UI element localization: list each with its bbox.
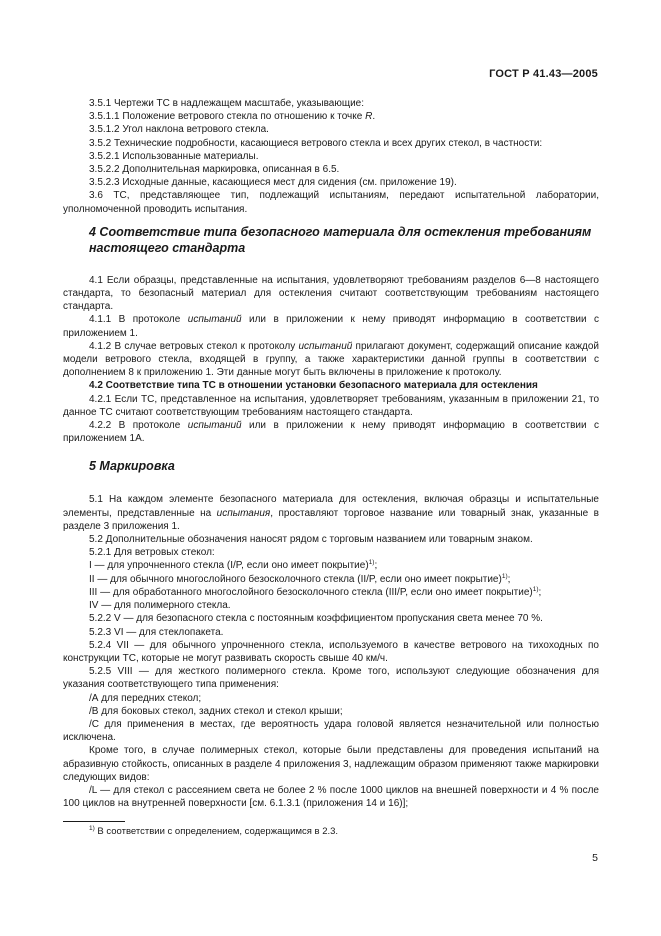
- clause-4-1-1: 4.1.1 В протоколе испытаний или в приложении к нему приводят информацию в соответствии с приложением 1.: [63, 314, 600, 339]
- footnote-text: В соответствии с определением, содержащимся в 2.3.: [94, 826, 339, 837]
- clause-4-2-1: 4.2.1 Если ТС, представленное на испытания, удовлетворяет требованиям, указанным в приложении 21, то данное ТС считают соответствующим требованиям настоящего стандарта.: [63, 393, 599, 418]
- clause-4-1-2: 4.1.2 В случае ветровых стекол к протоколу испытаний прилагают документ, содержащий описание каждой модели ветрового стекла, входящей в группу, а также характеристики данной группы в соответствии с дополнением 8 к приложению 1. Эти данные могут быть включены в приложение к протоколу.: [63, 340, 599, 379]
- paragraph-additional-markings: Кроме того, в случае полимерных стекол, которые были представлены для проведения испытаний на абразивную стойкость, описанных в разделе 4 приложения 3, надлежащим образом применяют также маркировки следующих видов:: [63, 745, 599, 783]
- clause-4-2-heading: 4.2 Соответствие типа ТС в отношении установки безопасного материала для остекления: [89, 380, 538, 392]
- clause-3-5-2-1: 3.5.2.1 Использованные материалы.: [89, 150, 259, 162]
- document-id-header: ГОСТ Р 41.43—2005: [489, 68, 598, 80]
- footnote: [89, 826, 338, 838]
- footnote-ref: 1): [532, 585, 539, 593]
- clause-3-5-1-2: 3.5.1.2 Угол наклона ветрового стекла.: [89, 124, 269, 136]
- point-r: R: [365, 111, 373, 123]
- section-5-heading: 5 Маркировка: [89, 459, 175, 474]
- clause-3-5-1: 3.5.1 Чертежи ТС в надлежащем масштабе, указывающие:: [89, 98, 364, 109]
- section-4-heading: 4 Соответствие типа безопасного материала для остекления требованиям настоящего стандарта: [89, 224, 592, 255]
- clause-4-1: 4.1 Если образцы, представленные на испытания, удовлетворяют требованиям разделов 6—8 настоящего стандарта, то безопасный материал для остекления считают соответствующим требованиям настоящего стандарта.: [63, 274, 599, 313]
- footnote-ref: 1): [501, 572, 508, 580]
- footnote-divider: [63, 821, 125, 822]
- list-item-a: /А для передних стекол;: [89, 692, 202, 704]
- list-item-i: I — для упрочненного стекла (I/P, если оно имеет покрытие)$^{1)}$;: [89, 559, 378, 572]
- clause-3-6: 3.6 ТС, представляющее тип, подлежащий испытаниям, передают испытательной лаборатории, уполномоченной проводить испытания.: [63, 190, 599, 215]
- list-item-iii: III — для обработанного многослойного безосколочного стекла (III/P, если оно имеет покрытие)$^{1)}$;: [89, 585, 542, 598]
- clause-4-2-2: 4.2.2 В протоколе испытаний или в приложении к нему приводят информацию в соответствии с приложением 1А.: [63, 420, 600, 445]
- clause-3-5-2-3: 3.5.2.3 Исходные данные, касающиеся мест для сидения (см. приложение 19).: [89, 177, 457, 189]
- list-item-b: /В для боковых стекол, задних стекол и стекол крыши;: [89, 705, 343, 717]
- clause-5-2-2: 5.2.2 V — для безопасного стекла с постоянным коэффициентом пропускания света менее 70 %.: [89, 613, 543, 625]
- clause-5-2-4: 5.2.4 VII — для обычного упрочненного стекла, используемого в качестве ветрового на тихоходных по конструкции ТС, которые не могут развивать скорость свыше 40 км/ч.: [63, 639, 599, 664]
- clause-5-2-3: 5.2.3 VI — для стеклопакета.: [89, 626, 224, 638]
- clause-5-2: 5.2 Дополнительные обозначения наносят рядом с торговым названием или товарным знаком.: [89, 534, 533, 546]
- footnote-ref: 1): [368, 559, 375, 567]
- page-number: 5: [592, 852, 598, 864]
- list-item-iv: IV — для полимерного стекла.: [89, 600, 231, 612]
- footnote-mark: 1): [89, 825, 95, 832]
- clause-3-5-1-1: 3.5.1.1 Положение ветрового стекла по отношению к точке R.: [89, 111, 376, 123]
- clause-5-2-1: 5.2.1 Для ветровых стекол:: [89, 547, 215, 559]
- list-item-ii: II — для обычного многослойного безосколочного стекла (II/P, если оно имеет покрытие)$^{1)}$;: [89, 572, 511, 585]
- list-item-l: /L — для стекол с рассеянием света не более 2 % после 1000 циклов на внешней поверхности и 4 % после 100 циклов на внутренней поверхности [см. 6.1.3.1 (приложения 14 и 16)];: [63, 784, 599, 810]
- clause-3-5-2: 3.5.2 Технические подробности, касающиеся ветрового стекла и всех других стекол, в частности:: [89, 137, 543, 149]
- clause-5-1: 5.1 На каждом элементе безопасного материала для остекления, включая образцы и испытательные элементы, представленные на испытания, проставляют торговое название или товарный знак, указанные в разделе 3 приложения 1.: [63, 494, 599, 532]
- clause-5-2-5: 5.2.5 VIII — для жесткого полимерного стекла. Кроме того, используют следующие обозначения для указания соответствующего типа применения:: [63, 666, 599, 691]
- clause-3-5-2-2: 3.5.2.2 Дополнительная маркировка, описанная в 6.5.: [89, 164, 340, 176]
- page-content: [63, 97, 599, 810]
- list-item-c: /С для применения в местах, где вероятность удара головой является незначительной или полностью исключена.: [63, 718, 599, 744]
